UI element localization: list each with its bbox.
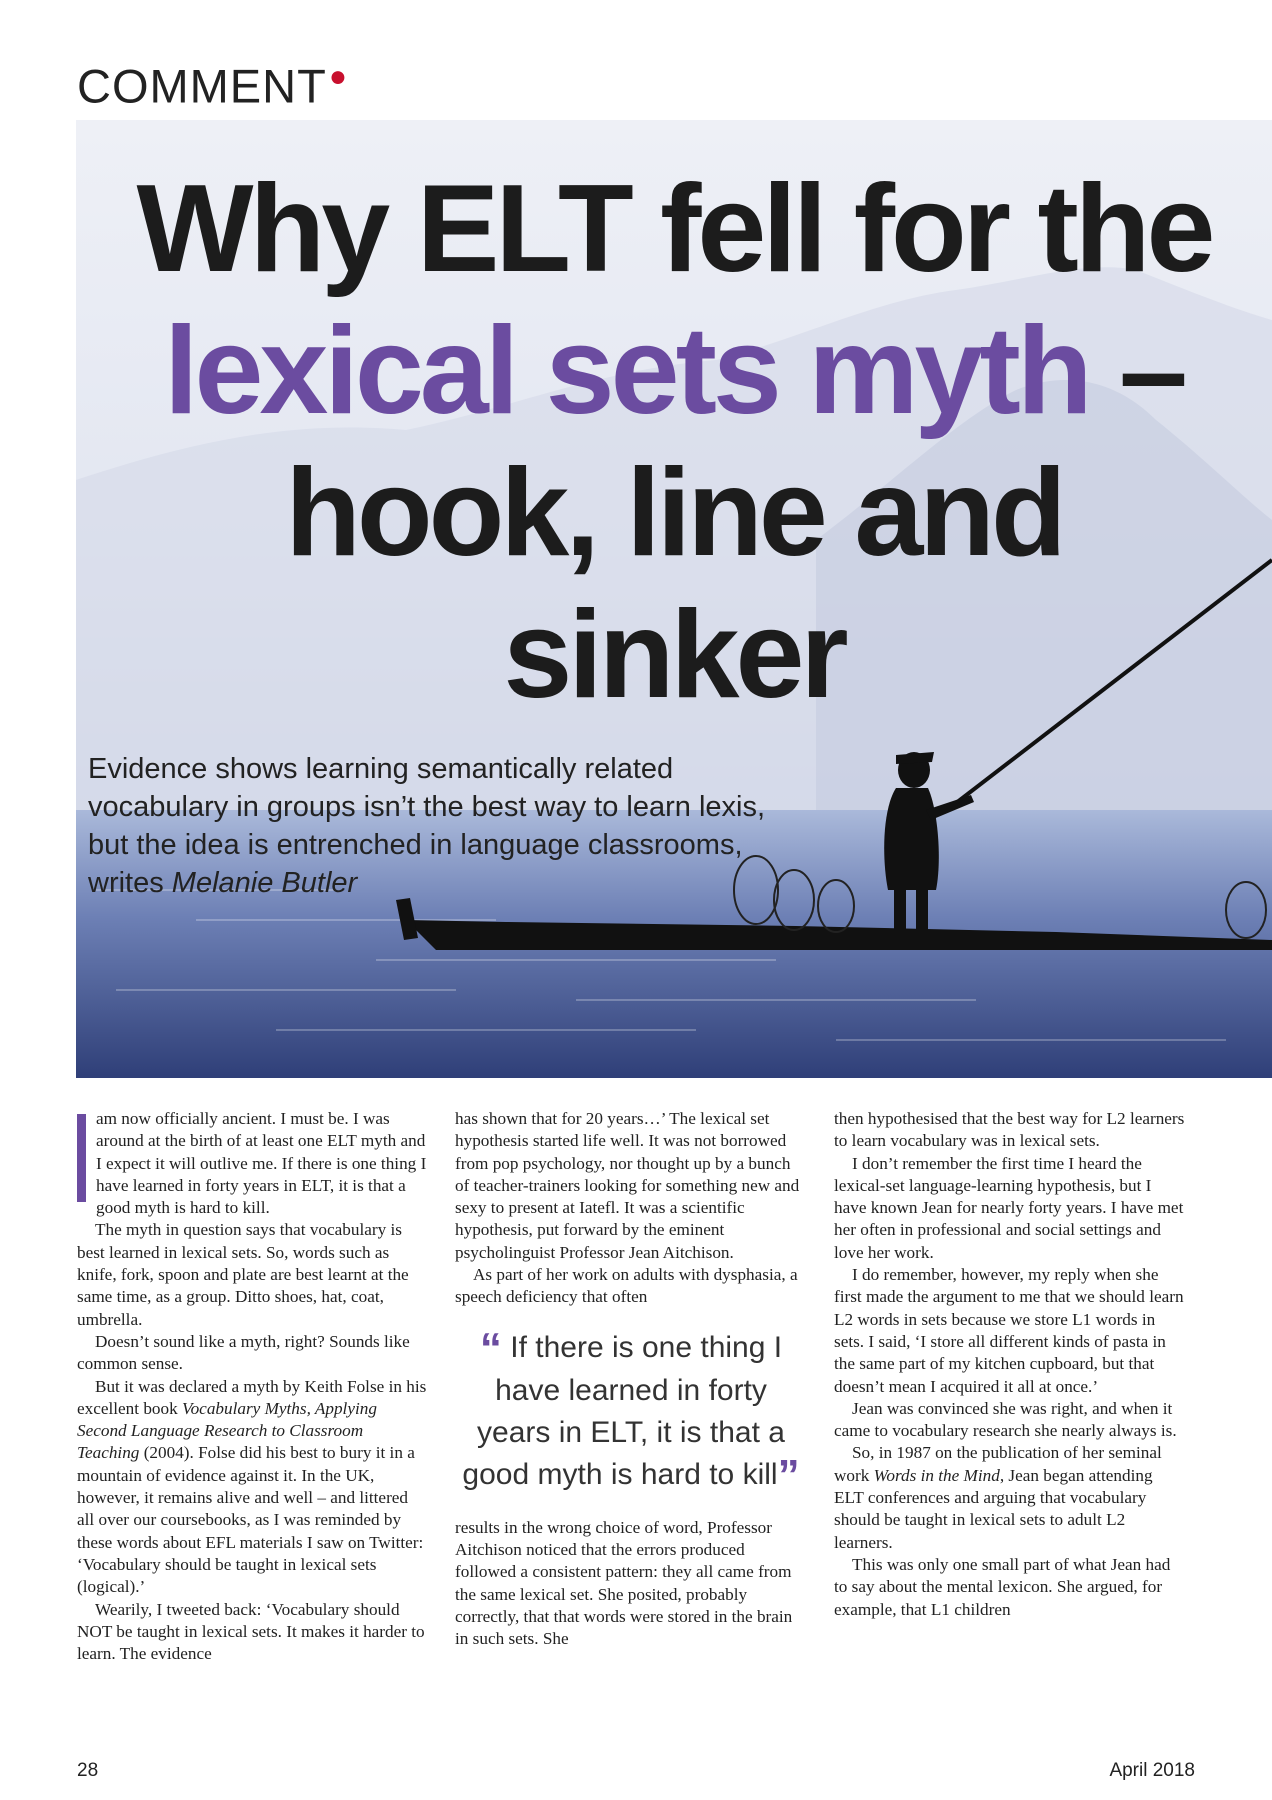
headline-line-2 [76, 300, 1272, 442]
book-title: Vocabulary Myths, Applying Second Language Research to Classroom Teaching [77, 1398, 377, 1463]
paragraph: Doesn’t sound like a myth, right? Sounds like common sense. [77, 1331, 410, 1374]
drop-cap-bar [77, 1114, 86, 1202]
paragraph [77, 1376, 429, 1599]
paragraph: results in the wrong choice of word, Professor Aitchison noticed that the errors produced followed a consistent pattern: they all came from the same lexical set. She posited, probably correctly, that that words were stored in the brain in such sets. She [455, 1517, 793, 1649]
headline-line-3: hook, line and [285, 444, 1063, 582]
paragraph-text: (2004). Folse did his best to bury it in a mountain of evidence against it. In the UK, however, it remains alive and well – and littered all over our coursebooks, as I was reminded by these words about EFL materials I saw on Twitter: ‘Vocabulary should be taught in lexical sets (logical).’ [77, 1443, 424, 1597]
paragraph: I don’t remember the first time I heard the lexical-set language-learning hypothesis, but I have known Jean for nearly forty years. I have met her often in professional and social settings and love her work. [834, 1153, 1184, 1262]
headline-line-1: Why ELT fell for the [136, 160, 1212, 298]
paragraph: The myth in question says that vocabulary is best learned in lexical sets. So, words such as knife, fork, spoon and plate are best learnt at the same time, as a group. Ditto shoes, hat, coat, umbrella. [77, 1220, 409, 1329]
paragraph: has shown that for 20 years…’ The lexical set hypothesis started life well. It was not borrowed from pop psychology, nor thought up by a bunch of teacher-trainers looking for something new and sexy to present at Iatefl. It was a scientific hypothesis, put forward by the eminent psycholinguist Professor Jean Aitchison. [455, 1109, 800, 1262]
standfirst [88, 750, 788, 902]
section-dot-icon: ● [328, 60, 348, 93]
paragraph-text: But it was declared a myth by Keith Folse in his excellent book [77, 1376, 427, 1418]
paragraph: Jean was convinced she was right, and when it came to vocabulary research she nearly always is. [834, 1398, 1177, 1441]
article-body [77, 1108, 1197, 1708]
column-3 [834, 1108, 1186, 1621]
page-number: 28 [77, 1760, 99, 1781]
column-2 [455, 1108, 807, 1650]
headline-dash: – [1088, 302, 1184, 440]
hero-image [76, 120, 1272, 1078]
paragraph: I do remember, however, my reply when she first made the argument to me that we should learn L2 words in sets because we store L1 words in sets. I said, ‘I store all different kinds of pasta in the same part of my kitchen cupboard, but that doesn’t mean I acquired it all at once.’ [834, 1265, 1184, 1396]
issue-date: April 2018 [1109, 1760, 1195, 1781]
open-quote-icon: “ [479, 1323, 502, 1373]
author-name: Melanie Butler [171, 867, 358, 899]
paragraph: then hypothesised that the best way for L2 learners to learn vocabulary was in lexical sets. [834, 1109, 1185, 1151]
headline-purple-text: lexical sets myth [164, 302, 1089, 440]
standfirst-text: Evidence shows learning semantically related vocabulary in groups isn’t the best way to learn lexis, but the idea is entrenched in language classrooms, writes [88, 753, 766, 899]
paragraph: As part of her work on adults with dysphasia, a speech deficiency that often [455, 1265, 798, 1307]
pull-quote-text: If there is one thing I have learned in forty years in ELT, it is that a good myth is hard to kill [462, 1330, 785, 1491]
section-label [77, 59, 348, 113]
paragraph-text: So, in 1987 on the publication of her seminal work [834, 1443, 1162, 1485]
column-1 [77, 1108, 429, 1665]
section-label-text: COMMENT [77, 59, 327, 113]
paragraph: This was only one small part of what Jean had to say about the mental lexicon. She argued, for example, that L1 children [834, 1554, 1171, 1619]
paragraph [834, 1442, 1186, 1553]
close-quote-icon: ” [777, 1450, 800, 1500]
pull-quote [455, 1323, 807, 1500]
book-title: Words in the Mind [873, 1465, 1000, 1485]
paragraph-text: am now officially ancient. I must be. I was around at the birth of at least one ELT myth and I expect it will outlive me. If there is one thing I have learned in forty years in ELT, it is that a good myth is hard to kill. [96, 1109, 427, 1218]
headline-line-4: sinker [503, 586, 845, 724]
paragraph: Wearily, I tweeted back: ‘Vocabulary should NOT be taught in lexical sets. It makes it harder to learn. The evidence [77, 1599, 425, 1664]
headline [76, 158, 1272, 726]
paragraph-text: , Jean began attending ELT conferences and arguing that vocabulary should be taught in lexical sets to adult L2 learners. [834, 1465, 1153, 1552]
paragraph [77, 1108, 429, 1219]
